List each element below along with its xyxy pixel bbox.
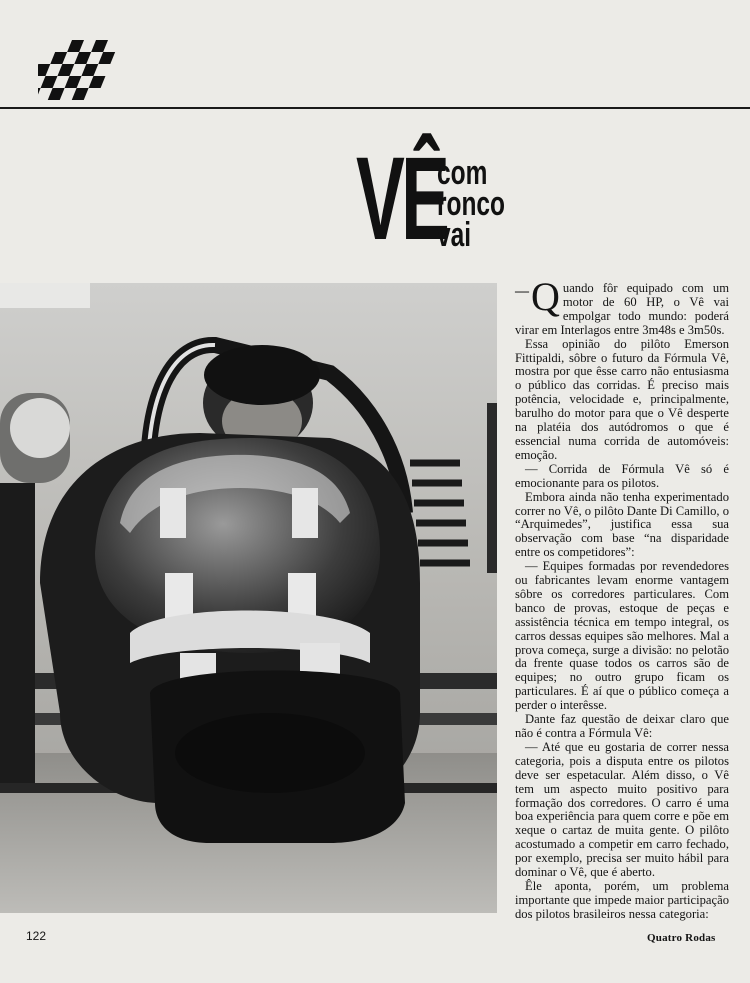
article-paragraph-lead bbox=[515, 274, 729, 338]
race-car-photo bbox=[0, 283, 497, 913]
article-paragraph: — Até que eu gostaria de correr nessa categoria, pois a disputa entre os pilotos deve ser espetacular. Além disso, o Vê tem um aspecto muito positivo para formação dos corredores. O carro é uma boa experiência para quem corre e põe em xeque o cartaz de muita gente. O pilôto acostumado a competir em carro fechado, por exemplo, precisa ser muito hábil para dominar o Vê, que é aberto. bbox=[515, 739, 729, 880]
headline-line-1: com bbox=[437, 154, 488, 192]
headline-sub bbox=[437, 154, 506, 254]
article-paragraph: — Equipes formadas por revendedores ou fabricantes levam enorme vantagem sôbre os corredores particulares. Com banco de provas, estoque de peças e assistência técnica em tempo integral, os carros dessas equipes são melhores. Mal a prova começa, surge a divisão: no pelotão da frente quase todos os carros são de equipes; no outro grupo ficam os particulares. É aí que o público começa a perder o interêsse. bbox=[515, 559, 729, 713]
headline-line-3: vai bbox=[437, 216, 472, 254]
header-rule bbox=[0, 107, 750, 109]
drop-cap: Q bbox=[531, 274, 560, 319]
article-paragraph: Êle aponta, porém, um problema importante que impede maior participação dos pilotos brasileiros nessa categoria: bbox=[515, 878, 729, 921]
headline-line-2: ronco bbox=[437, 185, 506, 223]
article-body bbox=[515, 274, 729, 922]
article-paragraph: — Corrida de Fórmula Vê só é emocionante para os pilotos. bbox=[515, 461, 729, 490]
page-number: 122 bbox=[26, 929, 47, 943]
article-paragraph: Essa opinião do pilôto Emerson Fittipaldi, sôbre o futuro da Fórmula Vê, mostra por que êsse carro não entusiasma o público das corridas. É preciso mais potência, velocidade e, principalmente, barulho do motor para que o Vê desperte na platéia dos autódromos o que é essencial numa corrida de automóveis: emoção. bbox=[515, 336, 729, 462]
checkered-flag-icon bbox=[38, 40, 136, 100]
article-paragraph: Embora ainda não tenha experimentado correr no Vê, o pilôto Dante Di Camillo, o “Arquimedes”, justifica essa sua observação com base “na disparidade entre os competidores”: bbox=[515, 489, 729, 560]
lead-dash: — bbox=[515, 284, 529, 299]
paragraph-text: uando fôr equipado com um motor de 60 HP, o Vê vai empolgar todo mundo: poderá virar em Interlagos entre 3m48s e 3m50s. bbox=[515, 281, 729, 337]
article-paragraph: Dante faz questão de deixar claro que não é contra a Fórmula Vê: bbox=[515, 712, 729, 740]
headline-ve: VÊ bbox=[356, 133, 447, 265]
magazine-name: Quatro Rodas bbox=[647, 932, 716, 944]
